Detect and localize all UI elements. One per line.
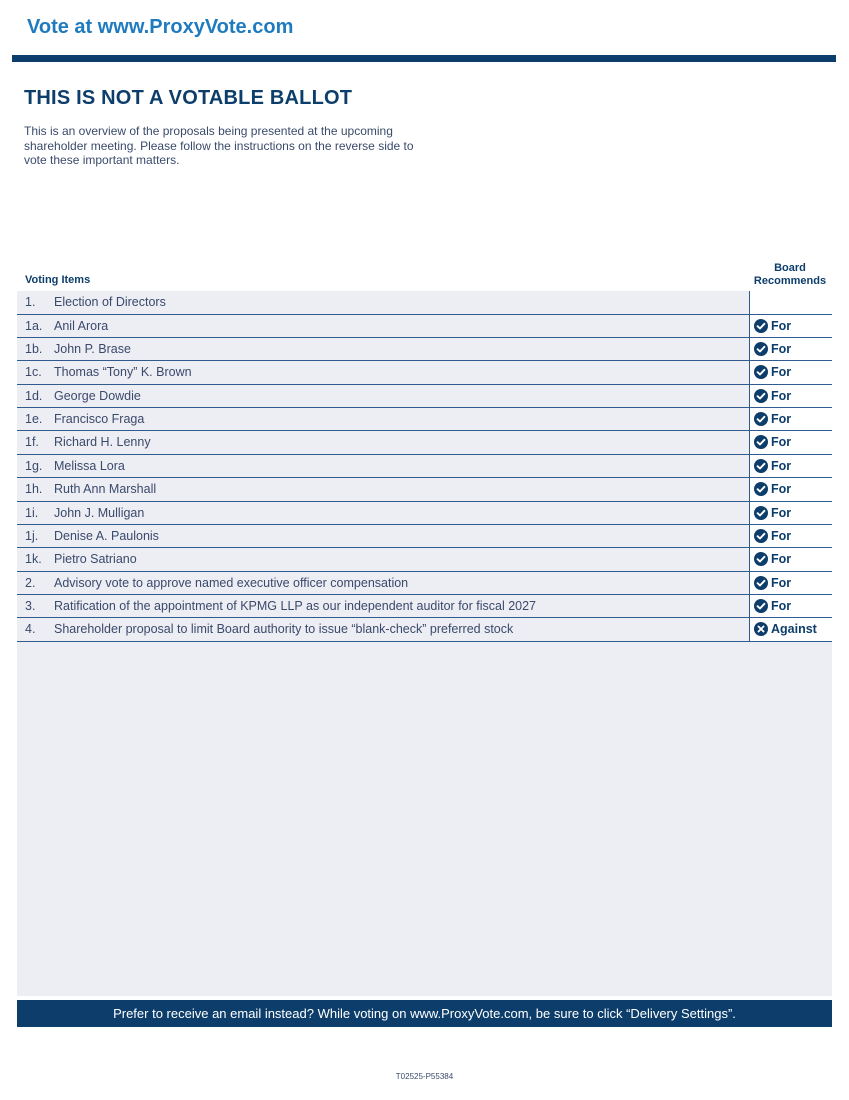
item-text: Advisory vote to approve named executive officer compensation xyxy=(54,575,409,590)
item-text: Ratification of the appointment of KPMG LLP as our independent auditor for fiscal 2027 xyxy=(54,599,537,614)
board-recommendation xyxy=(749,408,832,430)
board-recommendation xyxy=(749,548,832,570)
check-circle-icon xyxy=(754,576,768,590)
board-recommendation xyxy=(749,291,832,314)
table-row xyxy=(17,431,832,454)
email-delivery-banner: Prefer to receive an email instead? While voting on www.ProxyVote.com, be sure to click “Delivery Settings”. xyxy=(17,1000,832,1027)
table-row xyxy=(17,502,832,525)
item-number: 1c. xyxy=(25,365,42,380)
board-recommendation xyxy=(749,455,832,477)
table-row xyxy=(17,385,832,408)
intro-text: This is an overview of the proposals being presented at the upcoming shareholder meeting. Please follow the instructions on the reverse side to vote these important matters. xyxy=(24,124,414,167)
board-recommendation xyxy=(749,525,832,547)
board-recommendation xyxy=(749,361,832,383)
table-row xyxy=(17,548,832,571)
recommendation-label: For xyxy=(771,319,792,334)
check-circle-icon xyxy=(754,599,768,613)
board-recommendation xyxy=(749,385,832,407)
board-recommendation xyxy=(749,618,832,640)
item-number: 1k. xyxy=(25,552,42,567)
item-text: Anil Arora xyxy=(54,319,109,334)
item-text: Richard H. Lenny xyxy=(54,435,151,450)
board-recommendation xyxy=(749,572,832,594)
recommendation-label: For xyxy=(771,388,792,403)
item-text: John P. Brase xyxy=(54,341,131,356)
item-text: Francisco Fraga xyxy=(54,411,145,426)
item-text: Thomas “Tony” K. Brown xyxy=(54,365,192,380)
item-text: Shareholder proposal to limit Board authority to issue “blank-check” preferred stock xyxy=(54,622,514,637)
table-row xyxy=(17,525,832,548)
board-recommendation xyxy=(749,431,832,453)
check-circle-icon xyxy=(754,435,768,449)
item-text: Ruth Ann Marshall xyxy=(54,482,157,497)
check-circle-icon xyxy=(754,482,768,496)
table-row xyxy=(17,361,832,384)
item-number: 1i. xyxy=(25,505,39,520)
table-row xyxy=(17,595,832,618)
recommendation-label: For xyxy=(771,482,792,497)
board-recommends-header xyxy=(749,262,831,287)
item-number: 2. xyxy=(25,575,36,590)
x-circle-icon xyxy=(754,622,768,636)
board-recommendation xyxy=(749,315,832,336)
check-circle-icon xyxy=(754,506,768,520)
item-text: George Dowdie xyxy=(54,388,141,403)
check-circle-icon xyxy=(754,319,768,333)
check-circle-icon xyxy=(754,342,768,356)
item-number: 1d. xyxy=(25,388,43,403)
table-row xyxy=(17,478,832,501)
recommendation-label: For xyxy=(771,552,792,567)
recommendation-label: For xyxy=(771,341,792,356)
recommendation-label: Against xyxy=(771,622,817,637)
board-recommends-line1: Board xyxy=(774,262,806,274)
item-number: 1f. xyxy=(25,435,39,450)
recommendation-label: For xyxy=(771,365,792,380)
item-text: Melissa Lora xyxy=(54,458,125,473)
item-number: 3. xyxy=(25,599,36,614)
item-number: 4. xyxy=(25,622,36,637)
table-row xyxy=(17,618,832,641)
recommendation-label: For xyxy=(771,505,792,520)
table-row xyxy=(17,408,832,431)
item-text: Pietro Satriano xyxy=(54,552,137,567)
recommendation-label: For xyxy=(771,435,792,450)
item-number: 1b. xyxy=(25,341,43,356)
table-row xyxy=(17,338,832,361)
board-recommendation xyxy=(749,502,832,524)
voting-items-header: Voting Items xyxy=(25,274,91,286)
board-recommendation xyxy=(749,338,832,360)
check-circle-icon xyxy=(754,552,768,566)
table-row xyxy=(17,572,832,595)
board-recommendation xyxy=(749,595,832,617)
item-text: Election of Directors xyxy=(54,295,166,309)
item-number: 1h. xyxy=(25,482,43,497)
table-row xyxy=(17,455,832,478)
document-code: T02525-P55384 xyxy=(395,1072,454,1081)
board-recommendation xyxy=(749,478,832,500)
page-title: THIS IS NOT A VOTABLE BALLOT xyxy=(24,87,353,109)
header-divider xyxy=(12,55,836,62)
recommendation-label: For xyxy=(771,575,792,590)
item-number: 1g. xyxy=(25,458,43,473)
recommendation-label: For xyxy=(771,528,792,543)
proxyvote-link[interactable]: Vote at www.ProxyVote.com xyxy=(27,16,294,38)
check-circle-icon xyxy=(754,412,768,426)
item-text: Denise A. Paulonis xyxy=(54,528,159,543)
check-circle-icon xyxy=(754,459,768,473)
board-recommends-line2: Recommends xyxy=(753,274,827,287)
item-number: 1. xyxy=(25,295,36,309)
table-row xyxy=(17,291,832,314)
check-circle-icon xyxy=(754,529,768,543)
recommendation-label: For xyxy=(771,411,792,426)
item-number: 1j. xyxy=(25,528,39,543)
voting-items-table xyxy=(17,291,832,642)
recommendation-label: For xyxy=(771,458,792,473)
check-circle-icon xyxy=(754,389,768,403)
recommendation-label: For xyxy=(771,599,792,614)
item-number: 1a. xyxy=(25,319,43,334)
item-text: John J. Mulligan xyxy=(54,505,145,520)
item-number: 1e. xyxy=(25,411,43,426)
table-row xyxy=(17,314,832,337)
check-circle-icon xyxy=(754,365,768,379)
